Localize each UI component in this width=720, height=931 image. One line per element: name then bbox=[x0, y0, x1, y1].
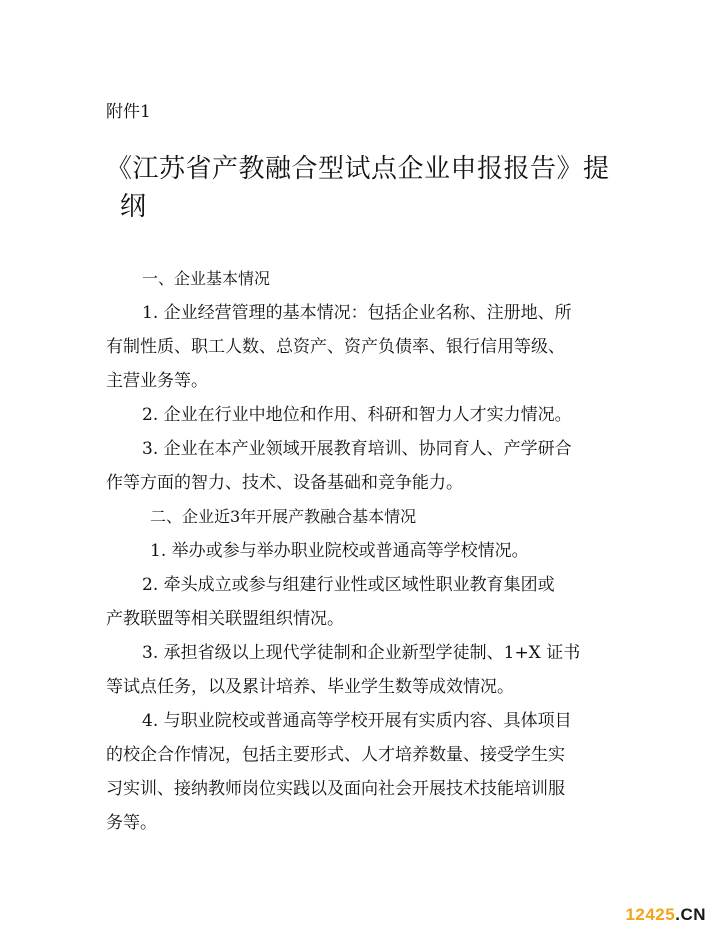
section2-item4-line4: 务等。 bbox=[106, 813, 157, 833]
section1-item1-line2: 有制性质、职工人数、总资产、资产负债率、银行信用等级、 bbox=[106, 337, 565, 357]
document-title bbox=[106, 150, 626, 226]
attachment-label: 附件1 bbox=[106, 102, 151, 122]
section1-item1-line1: 1. 企业经营管理的基本情况：包括企业名称、注册地、所 bbox=[142, 303, 572, 323]
section2-item3-line1: 3. 承担省级以上现代学徒制和企业新型学徒制、1+X 证书 bbox=[142, 643, 581, 663]
section2-item2-line1: 2. 牵头成立或参与组建行业性或区域性职业教育集团或 bbox=[142, 575, 555, 595]
title-line-2: 纲 bbox=[120, 192, 147, 222]
section-heading-2: 二、企业近3年开展产教融合基本情况 bbox=[150, 507, 417, 526]
watermark-number: 12425 bbox=[625, 905, 676, 924]
title-line-1: 《江苏省产教融合型试点企业申报报告》提 bbox=[106, 154, 610, 184]
section2-item4-line2: 的校企合作情况，包括主要形式、人才培养数量、接受学生实 bbox=[106, 745, 565, 765]
section1-item3-line1: 3. 企业在本产业领域开展教育培训、协同育人、产学研合 bbox=[142, 439, 572, 459]
site-watermark bbox=[625, 905, 706, 925]
section1-item1-line3: 主营业务等。 bbox=[106, 371, 208, 391]
section2-item4-line3: 习实训、接纳教师岗位实践以及面向社会开展技术技能培训服 bbox=[106, 779, 565, 799]
document-body bbox=[106, 262, 626, 840]
section2-item2-line2: 产教联盟等相关联盟组织情况。 bbox=[106, 609, 344, 629]
section2-item3-line2: 等试点任务，以及累计培养、毕业学生数等成效情况。 bbox=[106, 677, 514, 697]
section1-item3-line2: 作等方面的智力、技术、设备基础和竞争能力。 bbox=[106, 473, 463, 493]
section2-item4-line1: 4. 与职业院校或普通高等学校开展有实质内容、具体项目 bbox=[142, 711, 572, 731]
section-heading-1: 一、企业基本情况 bbox=[142, 269, 271, 288]
section1-item2-line1: 2. 企业在行业中地位和作用、科研和智力人才实力情况。 bbox=[142, 405, 572, 425]
section2-item1-line1: 1. 举办或参与举办职业院校或普通高等学校情况。 bbox=[150, 541, 529, 561]
watermark-suffix: .CN bbox=[675, 905, 706, 924]
